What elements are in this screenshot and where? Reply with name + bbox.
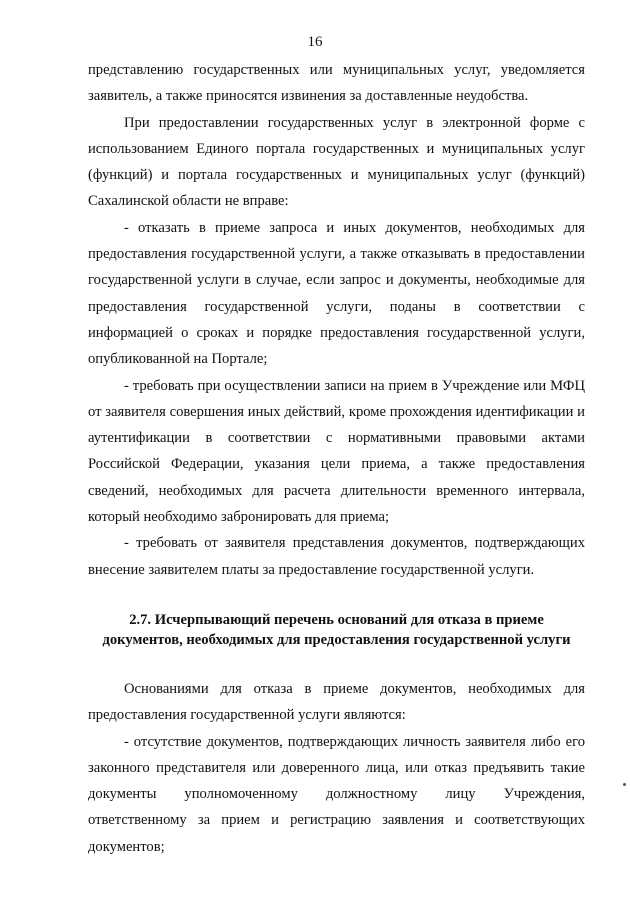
list-item: - отказать в приеме запроса и иных документов, необходимых для предоставления государственной услуги, а также отказывать в предоставлении государственной услуги в случае, если запрос и документы, необходимые для предоставления государственной услуги, поданы в соответствии с информацией о сроках и порядке предоставления государственной услуги, опубликованной на Портале;: [88, 219, 585, 368]
paragraph: представлению государственных или муниципальных услуг, уведомляется заявитель, а также приносятся извинения за доставленные неудобства.: [88, 62, 585, 105]
paragraph: Основаниями для отказа в приеме документов, необходимых для предоставления государственной услуги являются:: [88, 680, 585, 724]
list-item: - отсутствие документов, подтверждающих личность заявителя либо его законного представителя или доверенного лица, или отказ предъявить такие документы уполномоченному должностному лицу Учреждения, ответственному за прием и регистрацию заявления и соответствующих документов;: [88, 733, 585, 855]
section-heading-line: документов, необходимых для предоставления государственной услуги: [102, 631, 571, 648]
section-heading-line: 2.7. Исчерпывающий перечень оснований для отказа в приеме: [129, 611, 544, 628]
document-body: [88, 57, 585, 860]
paragraph: При предоставлении государственных услуг в электронной форме с использованием Единого портала государственных и муниципальных услуг (функций) и портала государственных и муниципальных услуг (функций) Сахалинской области не вправе:: [88, 114, 585, 210]
list-item: - требовать при осуществлении записи на прием в Учреждение или МФЦ от заявителя совершения иных действий, кроме прохождения идентификации и аутентификации в соответствии с нормативными правовыми актами Российской Федерации, указания цели приема, а также предоставления сведений, необходимых для расчета длительности временного интервала, который необходимо забронировать для приема;: [88, 377, 585, 526]
section-heading: [88, 610, 585, 650]
list-item: - требовать от заявителя представления документов, подтверждающих внесение заявителем платы за предоставление государственной услуги.: [88, 535, 585, 578]
scan-speck: [623, 783, 626, 786]
page-number: 16: [307, 34, 323, 50]
